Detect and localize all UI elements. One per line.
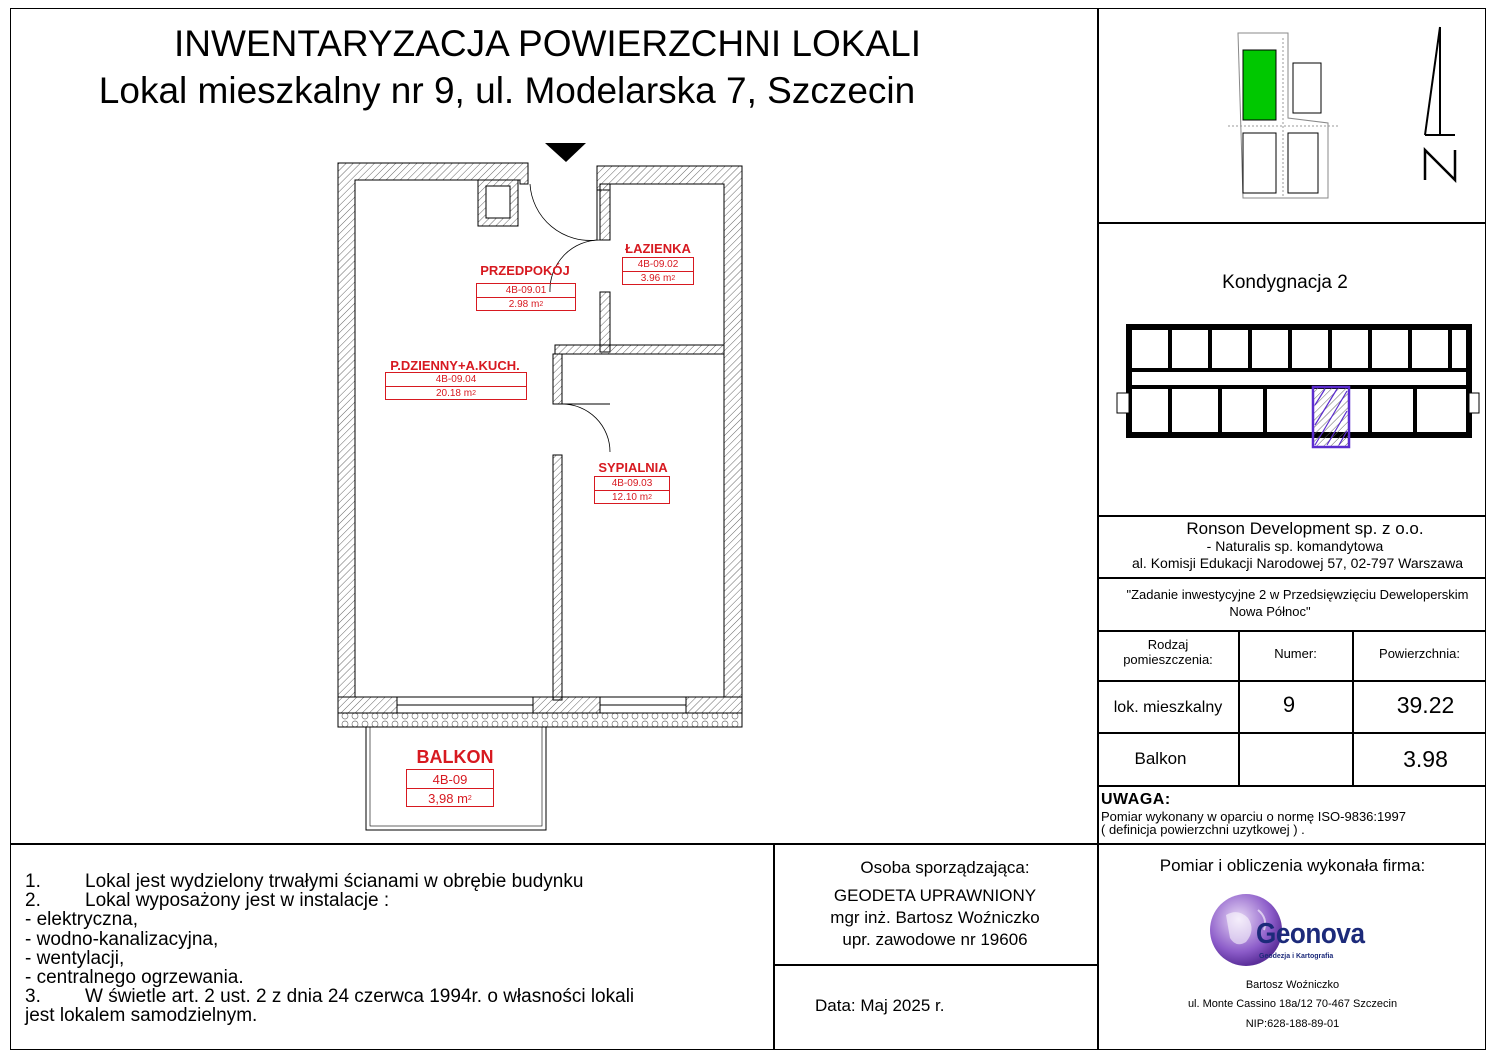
room-label-balkon: BALKON: [416, 747, 494, 767]
room-code: 4B-09.02: [623, 258, 693, 272]
investor-address: al. Komisji Edukacji Narodowej 57, 02-797 Warszawa: [1132, 555, 1463, 571]
table-row1-number: 9: [1282, 692, 1296, 717]
divider-floor: [1097, 515, 1486, 517]
divider-date: [773, 964, 1098, 966]
room-area: 2.98 m 2: [508, 299, 544, 310]
note-2-text: Lokal wyposażony jest w instalacje :: [85, 890, 390, 911]
room-area: 3.96 m 2: [640, 273, 676, 284]
room-area: 20.18 m 2: [435, 388, 477, 399]
surveyor-name: mgr inż. Bartosz Woźniczko: [830, 908, 1040, 927]
room-code: 4B-09.04: [386, 373, 526, 387]
room-code: 4B-09.03: [595, 477, 669, 491]
table-row1-area: 39.22: [1396, 692, 1455, 718]
room-tag-przedpokoj: [476, 283, 576, 311]
remark-label: UWAGA:: [1101, 791, 1171, 808]
surveyor-heading: Osoba sporządzająca:: [860, 858, 1030, 877]
table-header-number: Numer:: [1274, 646, 1317, 661]
table-header-type: [1098, 637, 1238, 667]
note-1-num: 1.: [25, 871, 41, 892]
project-name-cont: Nowa Północ": [1229, 604, 1311, 619]
note-line-5: - wentylacji,: [25, 948, 125, 969]
note-line-6: - centralnego ogrzewania.: [25, 967, 244, 988]
table-row1-type: lok. mieszkalny: [1113, 699, 1223, 716]
divider-site-map: [1097, 222, 1486, 224]
entrance-arrow-icon: [545, 143, 586, 162]
floor-label: Kondygnacja 2: [1222, 272, 1348, 293]
note-line-4: - wodno-kanalizacyjna,: [25, 929, 219, 950]
company-nip: NIP:628-188-89-01: [1245, 1018, 1340, 1030]
room-code: 4B-09: [407, 770, 493, 789]
room-label-pokoj-dzienny: P.DZIENNY+A.KUCH.: [390, 358, 520, 373]
room-area: 3,98 m 2: [428, 790, 472, 806]
note-line-3: - elektryczna,: [25, 909, 138, 930]
investor-company: - Naturalis sp. komandytowa: [1206, 538, 1384, 554]
remark-line1: Pomiar wykonany w oparciu o normę ISO-9836:1997: [1101, 809, 1406, 824]
geonova-logo-text: Geonova: [1256, 918, 1365, 950]
company-address: ul. Monte Cassino 18a/12 70-467 Szczecin: [1187, 998, 1398, 1010]
divider-right-column: [1097, 8, 1099, 1050]
remark-line2: ( definicja powierzchni uzytkowej ) .: [1101, 822, 1305, 837]
project-name: "Zadanie inwestycyjne 2 w Przedsięwzięciu Deweloperskim: [1126, 587, 1469, 602]
note-3-text: W świetle art. 2 ust. 2 z dnia 24 czerwca 1994r. o własności lokali: [85, 986, 635, 1007]
note-line-8: jest lokalem samodzielnym.: [25, 1005, 258, 1026]
document-date: Data: Maj 2025 r.: [815, 996, 945, 1015]
site-plan-map: [1228, 28, 1348, 203]
divider-notes: [773, 843, 775, 1050]
room-label-lazienka: ŁAZIENKA: [625, 241, 691, 256]
header-text: pomieszczenia:: [1123, 652, 1213, 667]
table-row2-type: Balkon: [1134, 749, 1187, 768]
note-3-num: 3.: [25, 986, 41, 1007]
divider-bottom-section: [10, 843, 1486, 845]
room-code: 4B-09.01: [477, 284, 575, 298]
geonova-logo-subtitle: Geodezja i Kartografia: [1259, 953, 1334, 960]
floor-plan-key: [1115, 315, 1480, 455]
divider-table-top: [1097, 630, 1486, 632]
divider-investor: [1097, 577, 1486, 579]
note-1-text: Lokal jest wydzielony trwałymi ścianami w obrębie budynku: [85, 871, 584, 892]
page-subtitle: Lokal mieszkalny nr 9, ul. Modelarska 7, Szczecin: [98, 70, 916, 111]
divider-table-bottom: [1097, 785, 1486, 787]
apartment-floor-plan: [320, 135, 760, 835]
company-heading: Pomiar i obliczenia wykonała firma:: [1159, 856, 1426, 875]
room-label-przedpokoj: PRZEDPOKÓJ: [480, 263, 570, 278]
note-2-num: 2.: [25, 890, 41, 911]
room-tag-sypialnia: [594, 476, 670, 504]
room-tag-lazienka: [622, 257, 694, 285]
north-arrow-icon: [1415, 25, 1465, 185]
company-owner: Bartosz Woźniczko: [1245, 979, 1340, 991]
divider-table-row2: [1097, 732, 1486, 734]
header-text: Rodzaj: [1147, 637, 1189, 652]
table-row2-area: 3.98: [1403, 746, 1448, 772]
investor-name: Ronson Development sp. z o.o.: [1186, 519, 1424, 538]
room-tag-balkon: [406, 769, 494, 807]
surveyor-title: GEODETA UPRAWNIONY: [833, 886, 1037, 905]
room-label-sypialnia: SYPIALNIA: [598, 460, 668, 475]
divider-table-row1: [1097, 680, 1486, 682]
room-tag-pokoj-dzienny: [385, 372, 527, 400]
page-title: INWENTARYZACJA POWIERZCHNI LOKALI: [174, 23, 921, 64]
table-header-area: Powierzchnia:: [1379, 646, 1460, 661]
room-area: 12.10 m 2: [611, 492, 653, 503]
surveyor-license: upr. zawodowe nr 19606: [842, 930, 1028, 949]
